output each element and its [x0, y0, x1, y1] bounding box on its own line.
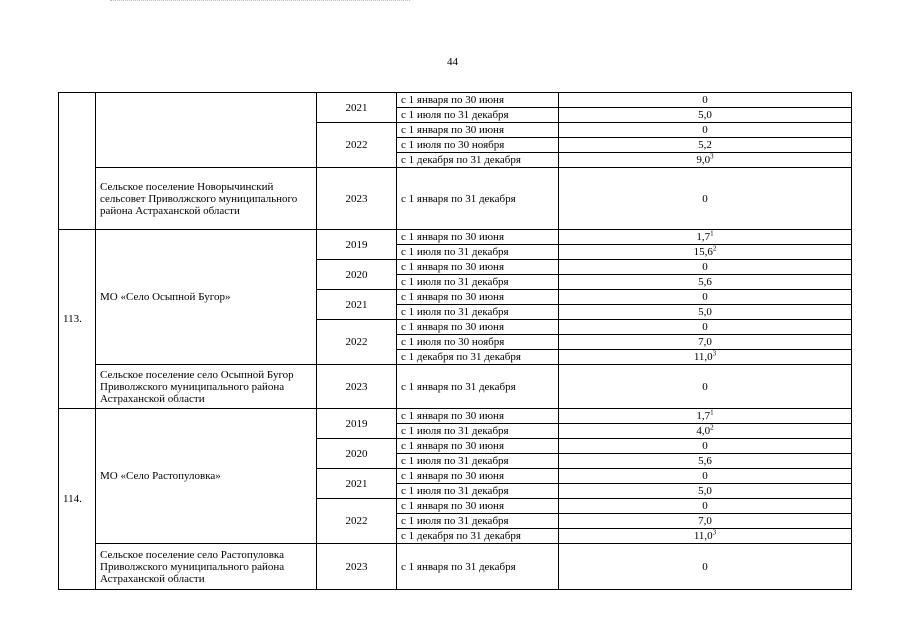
value-cell: 0 — [559, 439, 852, 454]
value-cell: 0 — [559, 123, 852, 138]
period-cell: с 1 января по 31 декабря — [397, 544, 559, 590]
period-cell: с 1 января по 30 июня — [397, 290, 559, 305]
period-cell: с 1 июля по 31 декабря — [397, 305, 559, 320]
settlement-name-cell: Сельское поселение село Растопуловка Приволжского муниципального района Астраханской области — [96, 544, 317, 590]
year-cell: 2022 — [317, 123, 397, 168]
footnote-mark: 3 — [712, 349, 717, 358]
year-cell: 2022 — [317, 320, 397, 365]
table-row — [59, 409, 852, 424]
value-cell: 15,6$^2$ — [559, 245, 852, 260]
period-cell: с 1 декабря по 31 декабря — [397, 529, 559, 544]
value-cell: 0 — [559, 260, 852, 275]
period-cell: с 1 декабря по 31 декабря — [397, 153, 559, 168]
value-cell: 11,0$^3$ — [559, 350, 852, 365]
period-cell: с 1 декабря по 31 декабря — [397, 350, 559, 365]
year-cell: 2021 — [317, 93, 397, 123]
period-cell: с 1 января по 30 июня — [397, 499, 559, 514]
table-row — [59, 93, 852, 108]
value-cell: 0 — [559, 168, 852, 230]
period-cell: с 1 января по 30 июня — [397, 469, 559, 484]
scan-artifact — [110, 0, 410, 4]
value-cell: 5,0 — [559, 108, 852, 123]
value-cell: $4,0^2$ — [559, 424, 852, 439]
mo-name-cell: МО «Село Растопуловка» — [96, 409, 317, 544]
year-cell: 2023 — [317, 365, 397, 409]
footnote-mark: 3 — [710, 152, 714, 161]
year-cell: 2021 — [317, 290, 397, 320]
period-cell: с 1 июля по 30 ноября — [397, 138, 559, 153]
value-cell: 7,0 — [559, 335, 852, 350]
year-cell: 2020 — [317, 260, 397, 290]
footnote-mark: 1 — [710, 229, 714, 238]
value-cell: 0 — [559, 544, 852, 590]
value-cell: 0 — [559, 469, 852, 484]
page-number: 44 — [447, 56, 458, 68]
row-number-cell: 113. — [59, 230, 96, 409]
period-cell: с 1 июля по 31 декабря — [397, 275, 559, 290]
row-number-cell: 114. — [59, 409, 96, 590]
settlement-name-cell: Сельское поселение Новорычинский сельсовет Приволжского муниципального района Астраханской области — [96, 168, 317, 230]
period-cell: с 1 января по 30 июня — [397, 439, 559, 454]
table-row — [59, 544, 852, 590]
year-cell: 2021 — [317, 469, 397, 499]
footnote-mark: 1 — [710, 408, 714, 417]
period-cell: с 1 января по 30 июня — [397, 230, 559, 245]
year-cell: 2019 — [317, 409, 397, 439]
period-cell: с 1 июля по 31 декабря — [397, 454, 559, 469]
value-cell: 0 — [559, 93, 852, 108]
period-cell: с 1 июля по 31 декабря — [397, 424, 559, 439]
period-cell: с 1 января по 31 декабря — [397, 168, 559, 230]
mo-name-cell: МО «Село Осыпной Бугор» — [96, 230, 317, 365]
year-cell: 2020 — [317, 439, 397, 469]
value-cell: 5,6 — [559, 275, 852, 290]
value-cell: 5,6 — [559, 454, 852, 469]
value-cell: 5,0 — [559, 305, 852, 320]
value-cell: 0 — [559, 290, 852, 305]
period-cell: с 1 июля по 31 декабря — [397, 484, 559, 499]
value-cell: $1,7^1$ — [559, 409, 852, 424]
table-row — [59, 365, 852, 409]
year-cell: 2022 — [317, 499, 397, 544]
footnote-mark: 3 — [712, 528, 717, 537]
settlement-name-cell: Сельское поселение село Осыпной Бугор Приволжского муниципального района Астраханской области — [96, 365, 317, 409]
period-cell: с 1 июля по 31 декабря — [397, 245, 559, 260]
year-cell: 2023 — [317, 544, 397, 590]
value-cell: 0 — [559, 365, 852, 409]
row-number-cell — [59, 93, 96, 230]
value-cell: $9,0^3$ — [559, 153, 852, 168]
period-cell: с 1 января по 30 июня — [397, 409, 559, 424]
value-cell: 7,0 — [559, 514, 852, 529]
footnote-mark: 2 — [712, 244, 717, 253]
period-cell: с 1 января по 30 июня — [397, 123, 559, 138]
table-row — [59, 230, 852, 245]
period-cell: с 1 июля по 30 ноября — [397, 335, 559, 350]
period-cell: с 1 января по 30 июня — [397, 93, 559, 108]
year-cell: 2019 — [317, 230, 397, 260]
tariff-table — [58, 92, 852, 590]
period-cell: с 1 января по 30 июня — [397, 260, 559, 275]
period-cell: с 1 июля по 31 декабря — [397, 108, 559, 123]
footnote-mark: 2 — [710, 423, 714, 432]
name-cell — [96, 93, 317, 168]
value-cell: 0 — [559, 320, 852, 335]
period-cell: с 1 января по 30 июня — [397, 320, 559, 335]
value-cell: $1,7^1$ — [559, 230, 852, 245]
value-cell: 5,2 — [559, 138, 852, 153]
value-cell: 0 — [559, 499, 852, 514]
period-cell: с 1 января по 31 декабря — [397, 365, 559, 409]
value-cell: 5,0 — [559, 484, 852, 499]
year-cell: 2023 — [317, 168, 397, 230]
period-cell: с 1 июля по 31 декабря — [397, 514, 559, 529]
value-cell: 11,0$^3$ — [559, 529, 852, 544]
table-row — [59, 168, 852, 230]
